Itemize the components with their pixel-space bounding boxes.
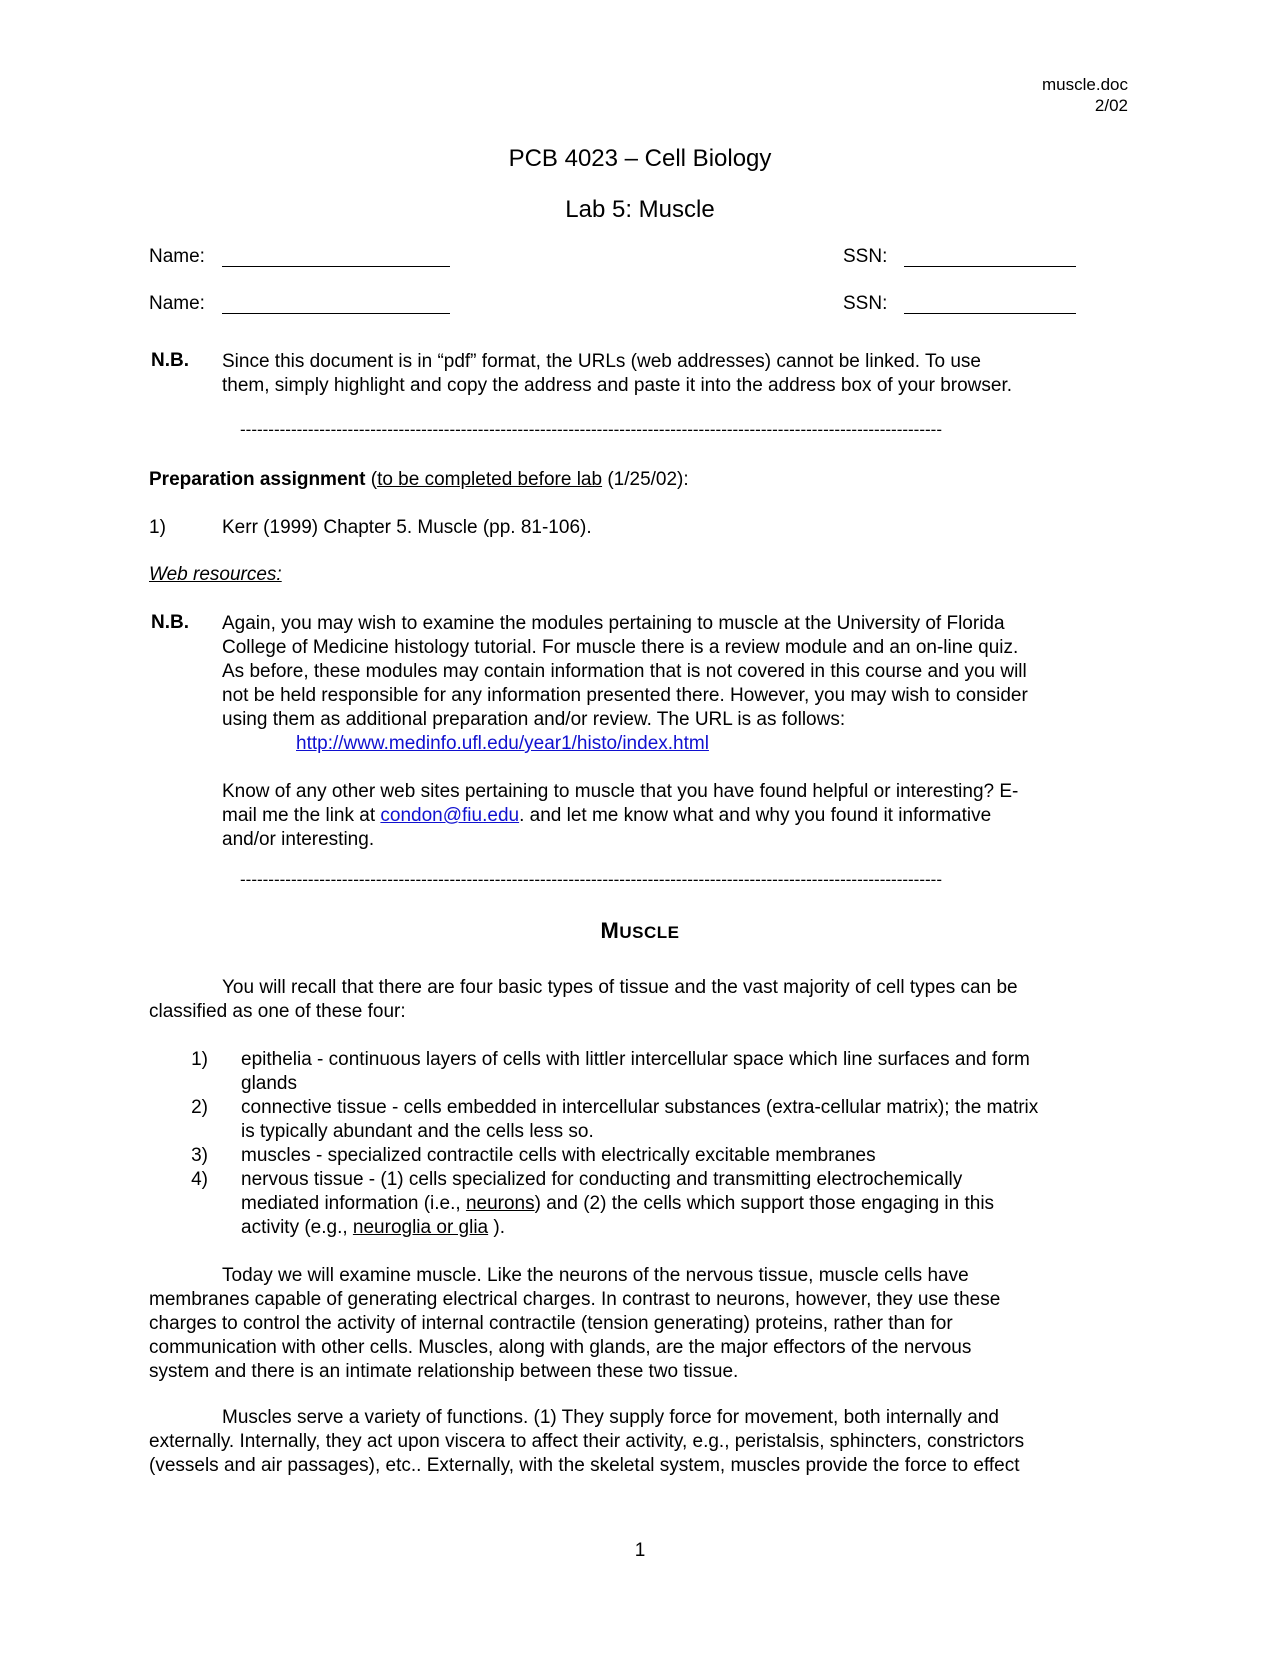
other-sites-line3: and/or interesting. (222, 829, 375, 850)
name-label-2: Name: (149, 293, 205, 314)
nb-note-2-line: Again, you may wish to examine the modules pertaining to muscle at the University of Florida (222, 613, 1005, 634)
other-sites-note (222, 780, 1018, 852)
tissue-num-4: 4) (191, 1169, 208, 1190)
section-heading-initial: M (600, 918, 620, 943)
course-title: PCB 4023 – Cell Biology (508, 145, 772, 172)
document-meta (1042, 74, 1128, 116)
tissue-item-4-line2-pre: mediated information (i.e., (241, 1193, 466, 1214)
nb-note-2 (222, 612, 1028, 756)
body-paragraph-2-line: (vessels and air passages), etc.. Externally, with the skeletal system, muscles provide the force to effect (149, 1455, 1020, 1476)
tissue-num-2: 2) (191, 1097, 208, 1118)
tissue-num-1: 1) (191, 1049, 208, 1070)
tissue-item-4-line3-pre: activity (e.g., (241, 1217, 353, 1238)
ssn-blank-1[interactable] (904, 266, 1076, 267)
body-paragraph-1 (149, 1264, 1139, 1384)
term-neurons: neurons (465, 1193, 535, 1214)
tissue-item-4-line1: nervous tissue - (1) cells specialized for conducting and transmitting electrochemically (241, 1169, 963, 1190)
nb-note-2-line: As before, these modules may contain information that is not covered in this course and you will (222, 661, 1027, 682)
tissue-item-4-line2 (241, 1192, 994, 1216)
tissue-item-3: muscles - specialized contractile cells with electrically excitable membranes (241, 1145, 876, 1166)
tissue-item-1 (241, 1048, 1030, 1096)
nb-note-1-line1: Since this document is in “pdf” format, the URLs (web addresses) cannot be linked. To use (222, 351, 981, 372)
tissue-item-2 (241, 1096, 1038, 1144)
section-heading-muscle (0, 918, 1280, 944)
other-sites-line1: Know of any other web sites pertaining to muscle that you have found helpful or interesting? E- (222, 781, 1019, 802)
prep-heading: Preparation assignment (149, 469, 366, 490)
tissue-item-4-line2-post: ) and (2) the cells which support those engaging in this (534, 1193, 995, 1214)
nb-note-1-line2: them, simply highlight and copy the address and paste it into the address box of your browser. (222, 375, 1013, 396)
nb-marker-2: N.B. (151, 612, 189, 633)
reading-number: 1) (149, 517, 166, 538)
nb-note-2-line: not be held responsible for any information presented there. However, you may wish to consider (222, 685, 1028, 706)
nb-marker-1: N.B. (151, 350, 189, 371)
intro-line2: classified as one of these four: (149, 1001, 406, 1022)
ssn-label-2: SSN: (843, 293, 888, 314)
name-label-1: Name: (149, 246, 205, 267)
other-sites-line2 (222, 804, 1018, 828)
intro-line1: You will recall that there are four basic types of tissue and the vast majority of cell types can be (222, 977, 1018, 998)
term-neuroglia: neuroglia or glia (352, 1217, 489, 1238)
prep-assignment (149, 469, 689, 491)
reading-item: Kerr (1999) Chapter 5. Muscle (pp. 81-106). (222, 517, 592, 538)
tissue-item-1-line2: glands (241, 1073, 297, 1094)
nb-note-2-line: College of Medicine histology tutorial. For muscle there is a review module and an on-line quiz. (222, 637, 1019, 658)
prep-deadline: to be completed before lab (377, 469, 603, 490)
prep-date: (1/25/02): (602, 469, 689, 490)
body-paragraph-1-line: membranes capable of generating electrical charges. In contrast to neurons, however, they use these (149, 1289, 1001, 1310)
body-paragraph-1-line: charges to control the activity of internal contractile (tension generating) proteins, rather than for (149, 1313, 953, 1334)
name-blank-1[interactable] (222, 266, 450, 267)
tissue-item-1-line1: epithelia - continuous layers of cells with littler intercellular space which line surfaces and form (241, 1049, 1030, 1070)
body-paragraph-2 (149, 1406, 1139, 1478)
filename: muscle.doc (1042, 75, 1128, 94)
body-paragraph-1-line: communication with other cells. Muscles, along with glands, are the major effectors of the nervous (149, 1337, 972, 1358)
tissue-item-4-line3-post: ). (488, 1217, 506, 1238)
page-number: 1 (634, 1540, 646, 1561)
lab-title: Lab 5: Muscle (565, 196, 715, 223)
body-paragraph-2-line: Muscles serve a variety of functions. (1) They supply force for movement, both internally and (222, 1407, 999, 1428)
other-sites-line2-pre: mail me the link at (222, 805, 381, 826)
intro-paragraph (149, 976, 1129, 1024)
body-paragraph-1-line: system and there is an intimate relationship between these two tissue. (149, 1361, 739, 1382)
name-blank-2[interactable] (222, 313, 450, 314)
tissue-num-3: 3) (191, 1145, 208, 1166)
tissue-item-2-line1: connective tissue - cells embedded in intercellular substances (extra-cellular matrix); the matrix (241, 1097, 1039, 1118)
body-paragraph-2-line: externally. Internally, they act upon viscera to affect their activity, e.g., peristalsis, sphincters, constrictors (149, 1431, 1025, 1452)
other-sites-line2-post: . and let me know what and why you found it informative (519, 805, 992, 826)
prep-open-paren: ( (365, 469, 378, 490)
tissue-item-4 (241, 1168, 994, 1240)
section-heading-rest: USCLE (619, 923, 680, 942)
tissue-item-4-line3 (241, 1216, 994, 1240)
ssn-label-1: SSN: (843, 246, 888, 267)
document-date: 2/02 (1094, 96, 1128, 115)
tissue-item-2-line2: is typically abundant and the cells less so. (241, 1121, 594, 1142)
web-resources-heading: Web resources: (149, 564, 282, 585)
divider-1: ---------------------------------------------------------------------------------------------------------------------------- (240, 420, 942, 439)
nb-note-2-line: using them as additional preparation and/or review. The URL is as follows: (222, 709, 846, 730)
body-paragraph-1-line: Today we will examine muscle. Like the neurons of the nervous tissue, muscle cells have (222, 1265, 969, 1286)
ssn-blank-2[interactable] (904, 313, 1076, 314)
histology-tutorial-link[interactable]: http://www.medinfo.ufl.edu/year1/histo/index.html (296, 733, 709, 754)
email-link[interactable]: condon@fiu.edu (380, 805, 520, 826)
divider-2: ---------------------------------------------------------------------------------------------------------------------------- (240, 870, 942, 889)
nb-note-1 (222, 350, 1012, 398)
